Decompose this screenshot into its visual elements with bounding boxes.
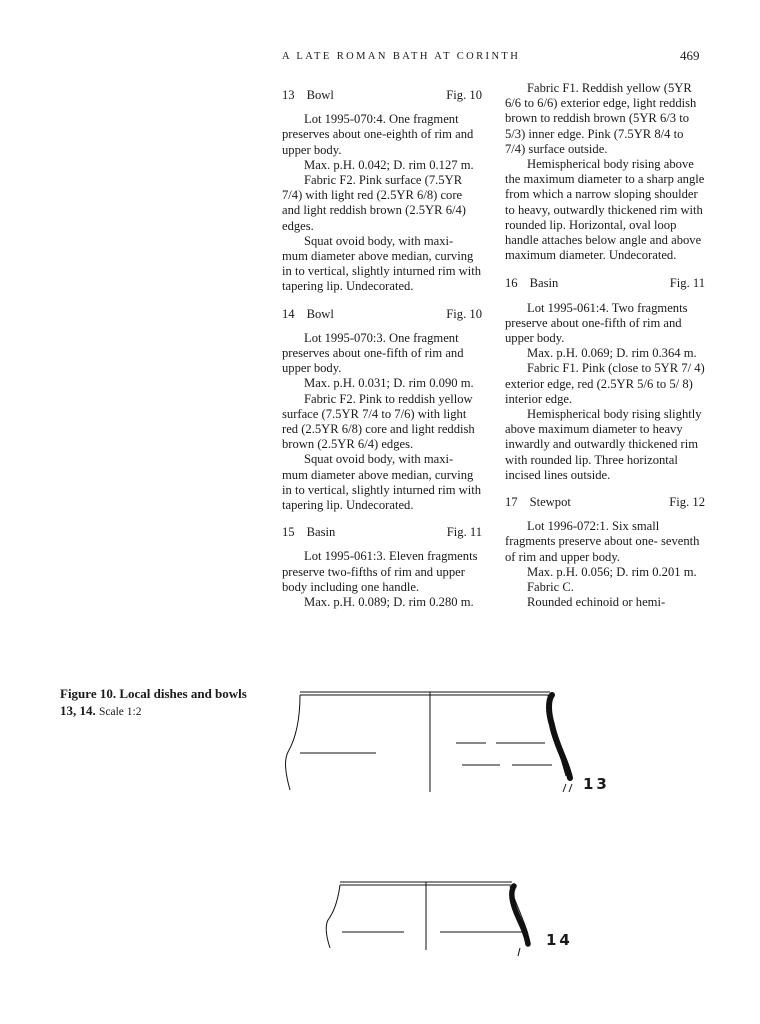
entry-paragraph: Fabric F2. Pink surface (7.5YR 7/4) with light red (2.5YR 6/8) core and light reddish brown (2.5YR 6/4) edges. bbox=[282, 173, 466, 233]
entry-paragraph: Lot 1995-061:4. Two fragments preserve about one-fifth of rim and upper body. bbox=[505, 300, 688, 346]
entry-title: Bowl bbox=[306, 88, 334, 102]
entry-paragraph: Lot 1995-061:3. Eleven fragments preserve two-fifths of rim and upper body including one handle. bbox=[282, 549, 478, 594]
entry-number: 17 bbox=[505, 495, 518, 510]
entry-paragraph: Hemispherical body rising slightly above maximum diameter to heavy inwardly and outwardly thickened rim with rounded lip. Three horizontal incised lines outside. bbox=[505, 407, 702, 482]
entry-number: 15 bbox=[282, 525, 295, 540]
profile-drawing-14 bbox=[326, 882, 528, 956]
entry-paragraph: Max. p.H. 0.031; D. rim 0.090 m. bbox=[304, 376, 474, 391]
entry-paragraph: Lot 1996-072:1. Six small fragments preserve about one- seventh of rim and upper body. bbox=[505, 519, 700, 564]
entry-paragraph: Fabric C. bbox=[527, 580, 574, 595]
running-head: A LATE ROMAN BATH AT CORINTH bbox=[282, 51, 521, 62]
entry-paragraph: Fabric F2. Pink to reddish yellow surface (7.5YR 7/4 to 7/6) with light red (2.5YR 6/8) core and light reddish brown (2.5YR 6/4) edges. bbox=[282, 391, 475, 452]
figure-reference: Fig. 12 bbox=[669, 495, 705, 510]
entry-number: 13 bbox=[282, 88, 295, 102]
figure-reference: Fig. 10 bbox=[446, 306, 482, 321]
entry-title: Stewpot bbox=[529, 495, 571, 510]
entry-paragraph: Max. p.H. 0.089; D. rim 0.280 m. bbox=[304, 595, 474, 610]
entry-paragraph: Max. p.H. 0.069; D. rim 0.364 m. bbox=[527, 346, 697, 361]
entry-paragraph: Squat ovoid body, with maxi- mum diameter above median, curving in to vertical, slightly inturned rim with tapering lip. Undecorated. bbox=[282, 452, 482, 513]
entry-number: 14 bbox=[282, 306, 295, 321]
profile-label-14: 14 bbox=[546, 931, 573, 949]
entry-number: 16 bbox=[505, 276, 518, 291]
figure-reference: Fig. 11 bbox=[669, 276, 705, 291]
profile-drawing-13 bbox=[286, 692, 572, 792]
entry-paragraph: Rounded echinoid or hemi- bbox=[527, 595, 666, 610]
entry-paragraph: Fabric F1. Reddish yellow (5YR 6/6 to 6/6) exterior edge, light reddish brown to reddish brown (5YR 6/3 to 5/3) inner edge. Pink (7.5YR 8/4 to 7/4) surface outside. bbox=[505, 81, 697, 156]
entry-title: Bowl bbox=[306, 306, 334, 321]
figure-reference: Fig. 10 bbox=[446, 88, 482, 102]
figure-scale: Scale 1:2 bbox=[99, 706, 142, 718]
figure-caption-title: Figure 10. Local dishes and bowls 13, 14. bbox=[60, 686, 247, 718]
entry-title: Basin bbox=[306, 525, 336, 540]
entry-paragraph: Max. p.H. 0.056; D. rim 0.201 m. bbox=[527, 564, 697, 579]
entry-paragraph: Squat ovoid body, with maxi- mum diameter above median, curving in to vertical, slightly inturned rim with tapering lip. Undecorated. bbox=[282, 233, 482, 294]
entry-paragraph: Lot 1995-070:3. One fragment preserves about one-fifth of rim and upper body. bbox=[282, 330, 464, 376]
entry-paragraph: Fabric F1. Pink (close to 5YR 7/ 4) exterior edge, red (2.5YR 5/6 to 5/ 8) interior edge. bbox=[505, 361, 705, 406]
entry-title: Basin bbox=[529, 276, 559, 291]
entry-paragraph: Max. p.H. 0.042; D. rim 0.127 m. bbox=[304, 157, 474, 172]
entry-paragraph: Lot 1995-070:4. One fragment preserves about one-eighth of rim and upper body. bbox=[282, 112, 474, 157]
page-number: 469 bbox=[680, 48, 700, 63]
entry-paragraph: Hemispherical body rising above the maximum diameter to a sharp angle from which a narrow sloping shoulder to heavy, outwardly thickened rim with rounded lip. Horizontal, oval loop handle attaches below angle and above maximum diameter. Undecorated. bbox=[505, 157, 705, 263]
profile-label-13: 13 bbox=[583, 775, 610, 793]
figure-reference: Fig. 11 bbox=[446, 525, 482, 540]
